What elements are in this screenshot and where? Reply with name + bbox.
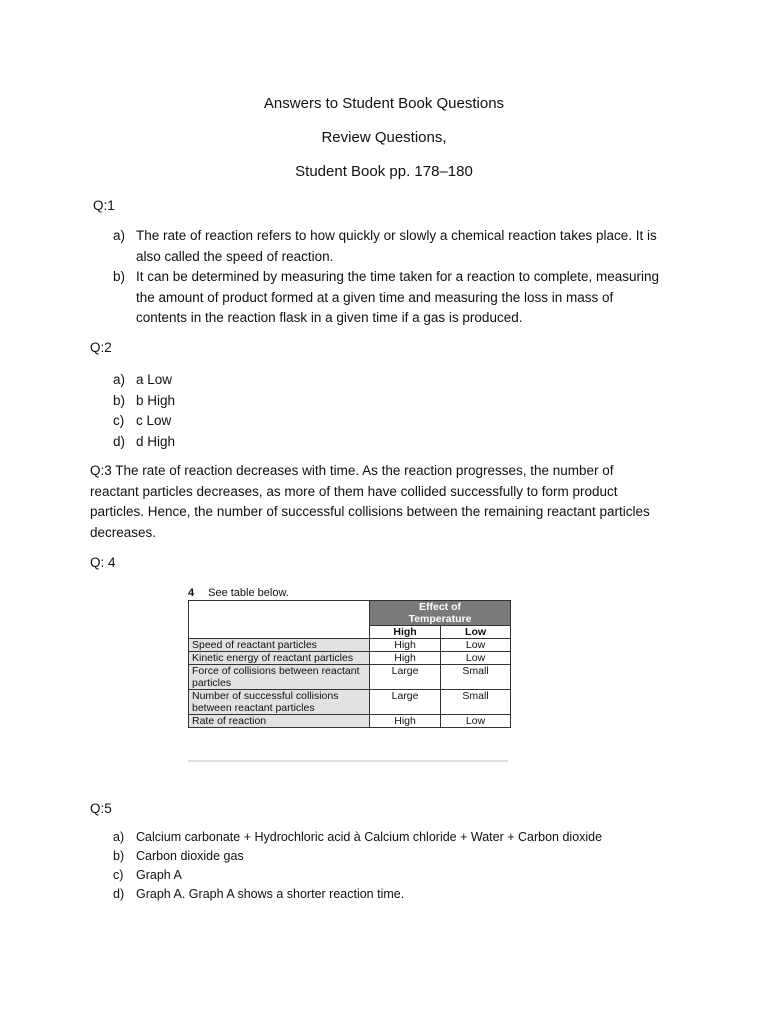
list-item [91,885,731,904]
column-header-high: High [370,626,441,639]
list-item [91,411,391,432]
list-item [91,370,391,391]
text-line: reactant particles decreases, as more of them have collided successfully to form product [90,483,618,499]
list-marker: b) [113,392,126,408]
list-item [91,226,691,267]
list-marker: c) [113,868,124,882]
q2-answer-list [91,370,391,452]
document-title: Answers to Student Book Questions [263,95,505,112]
group-header-cell [370,601,511,626]
list-marker: a) [113,228,126,243]
column-header-low: Low [441,626,511,639]
text-line: It can be determined by measuring the time taken for a reaction to complete, measuring [136,269,660,284]
text-line: particles. Hence, the number of successful collisions between the remaining reactant particles [90,504,650,519]
cell-high: High [370,652,441,665]
list-marker: b) [113,269,126,284]
list-item-text: a Low [136,372,173,387]
row-label: Number of successful collisions between reactant particles [189,690,370,715]
caption-number: 4 [188,587,195,599]
list-marker: d) [113,433,126,449]
list-item [91,267,691,329]
q1-label: Q:1 [93,198,115,213]
table-row [189,715,511,728]
cell-low: Small [441,690,511,715]
cell-high: Large [370,690,441,715]
list-marker: c) [113,413,125,428]
table-row [189,652,511,665]
list-marker: b) [113,849,125,863]
caption-text: See table below. [208,587,289,599]
list-item-text: Graph A [136,868,182,882]
document-subtitle: Review Questions, [321,129,447,146]
list-item [91,391,391,412]
table-row [189,690,511,715]
list-marker: a) [113,372,126,387]
list-marker: a) [113,830,125,844]
cell-high: High [370,639,441,652]
table-row [189,639,511,652]
text-line: the amount of product formed at a given time and measuring the loss in mass of [136,289,614,305]
row-label: Speed of reactant particles [189,639,370,652]
cell-low: Low [441,652,511,665]
text-line: decreases. [90,524,157,540]
list-item-text: Graph A. Graph A shows a shorter reaction time. [136,887,405,901]
effect-of-temperature-table [188,600,511,728]
list-item-text: Calcium carbonate + Hydrochloric acid à Calcium chloride + Water + Carbon dioxide [136,830,603,844]
text-line: contents in the reaction flask in a given time if a gas is produced. [136,310,523,325]
cell-low: Low [441,715,511,728]
list-item [91,828,731,847]
list-item-text: d High [136,433,176,449]
cell-high: Large [370,665,441,690]
q1-answer-list [91,226,691,329]
text-line: Q:3 The rate of reaction decreases with time. As the reaction progresses, the number of [90,463,614,478]
row-label: Kinetic energy of reactant particles [189,652,370,665]
q5-answer-list [91,828,731,904]
temperature-effect-table-image [188,587,513,762]
list-item-text: Carbon dioxide gas [136,849,244,863]
table-corner-cell [189,601,370,639]
list-item [91,432,391,453]
cell-low: Small [441,665,511,690]
table-row [189,665,511,690]
row-label: Rate of reaction [189,715,370,728]
list-item-text: b High [136,392,176,408]
table-header-row [189,601,511,626]
list-marker: d) [113,887,125,901]
q5-label: Q:5 [90,801,112,816]
list-item [91,847,731,866]
table-caption [188,587,289,600]
text-line: also called the speed of reaction. [136,248,334,264]
book-reference: Student Book pp. 178–180 [295,163,473,180]
text-line: The rate of reaction refers to how quickly or slowly a chemical reaction takes place. It is [136,228,657,243]
list-item [91,866,731,885]
cropped-text-remnant [188,760,508,762]
q3-paragraph [90,461,680,543]
q4-label: Q: 4 [90,555,116,570]
group-header-line: Temperature [408,613,472,625]
row-label: Force of collisions between reactant particles [189,665,370,690]
cell-low: Low [441,639,511,652]
q2-label: Q:2 [90,340,112,355]
list-item-text: c Low [136,413,172,428]
cell-high: High [370,715,441,728]
group-header-line: Effect of [419,601,461,613]
